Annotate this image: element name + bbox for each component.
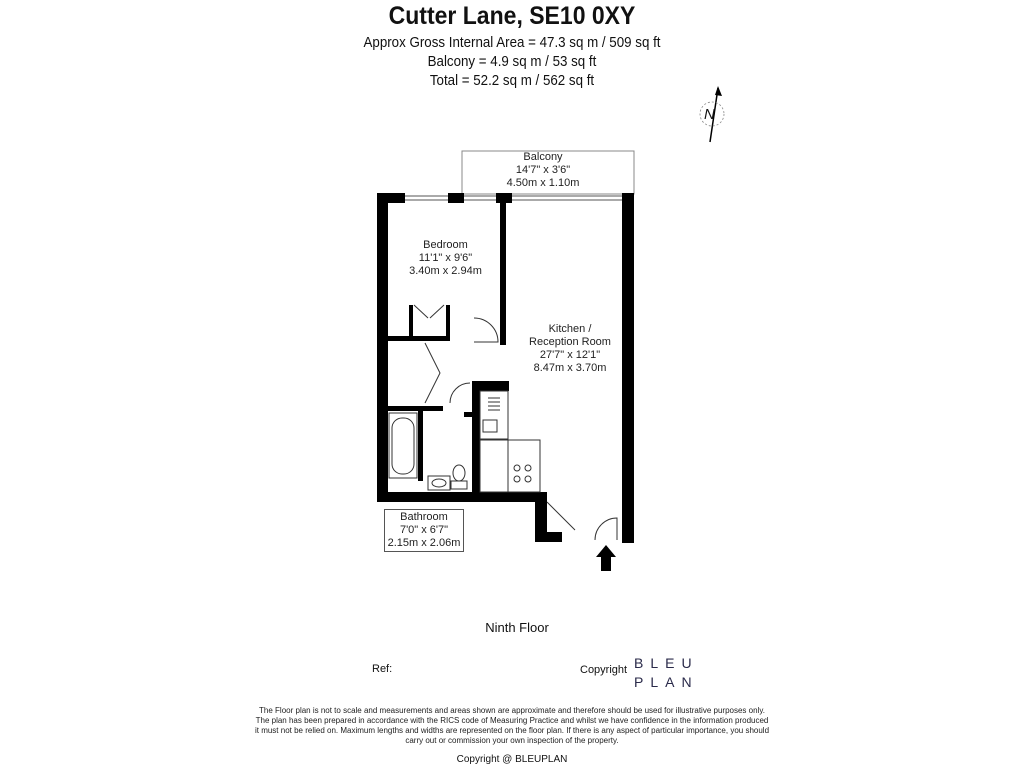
kitchen-imperial: 27'7" x 12'1" (539, 349, 601, 361)
kitchen-label (505, 323, 635, 375)
bedroom-name: Bedroom (423, 239, 468, 251)
basin (428, 476, 450, 490)
bathroom-label (384, 509, 464, 552)
property-address-title: Cutter Lane, SE10 0XY (388, 2, 636, 30)
bathroom-metric: 2.15m x 2.06m (387, 537, 461, 549)
balcony-label (468, 151, 618, 190)
bathroom-name: Bathroom (400, 511, 448, 523)
footer-copyright: Copyright @ BLEUPLAN (456, 754, 568, 765)
toilet (451, 465, 467, 489)
kitchen-counter (480, 391, 540, 492)
entrance-arrow-icon (596, 545, 616, 571)
bathroom-imperial: 7'0" x 6'7" (399, 524, 449, 536)
logo-line-2: PLAN (634, 674, 699, 690)
ref-label: Ref: (372, 663, 393, 675)
kitchen-name-2: Reception Room (529, 336, 611, 348)
balcony-area: Balcony = 4.9 sq m / 53 sq ft (427, 54, 597, 70)
floor-label: Ninth Floor (485, 620, 549, 635)
bedroom-imperial: 11'1" x 9'6" (418, 252, 473, 264)
balcony-metric: 4.50m x 1.10m (506, 177, 580, 189)
bathtub (389, 413, 417, 478)
total-area: Total = 52.2 sq m / 562 sq ft (429, 73, 595, 89)
logo-line-1: BLEU (634, 655, 699, 671)
copyright-label: Copyright (580, 664, 628, 676)
disclaimer-text: The Floor plan is not to scale and measurements and areas shown are approximate and therefore should be used for illustrative purposes only. The plan has been prepared in accordance with the RICS code of Measuring Practice and whilst we have confidence in the information produced it must not be relied on. Maximum lengths and widths are represented on the floor plan. If there is any aspect of particular importance, you should carry out or commission your own inspection of the property. (254, 706, 770, 745)
north-letter: N (704, 106, 715, 123)
gross-internal-area: Approx Gross Internal Area = 47.3 sq m / 509 sq ft (363, 35, 661, 51)
kitchen-name-1: Kitchen / (548, 323, 592, 335)
windows (405, 196, 622, 200)
bleuplan-logo (634, 654, 699, 692)
kitchen-metric: 8.47m x 3.70m (533, 362, 607, 374)
balcony-name: Balcony (523, 151, 563, 163)
bedroom-metric: 3.40m x 2.94m (409, 265, 482, 277)
bedroom-label (388, 239, 503, 278)
balcony-imperial: 14'7" x 3'6" (515, 164, 571, 176)
